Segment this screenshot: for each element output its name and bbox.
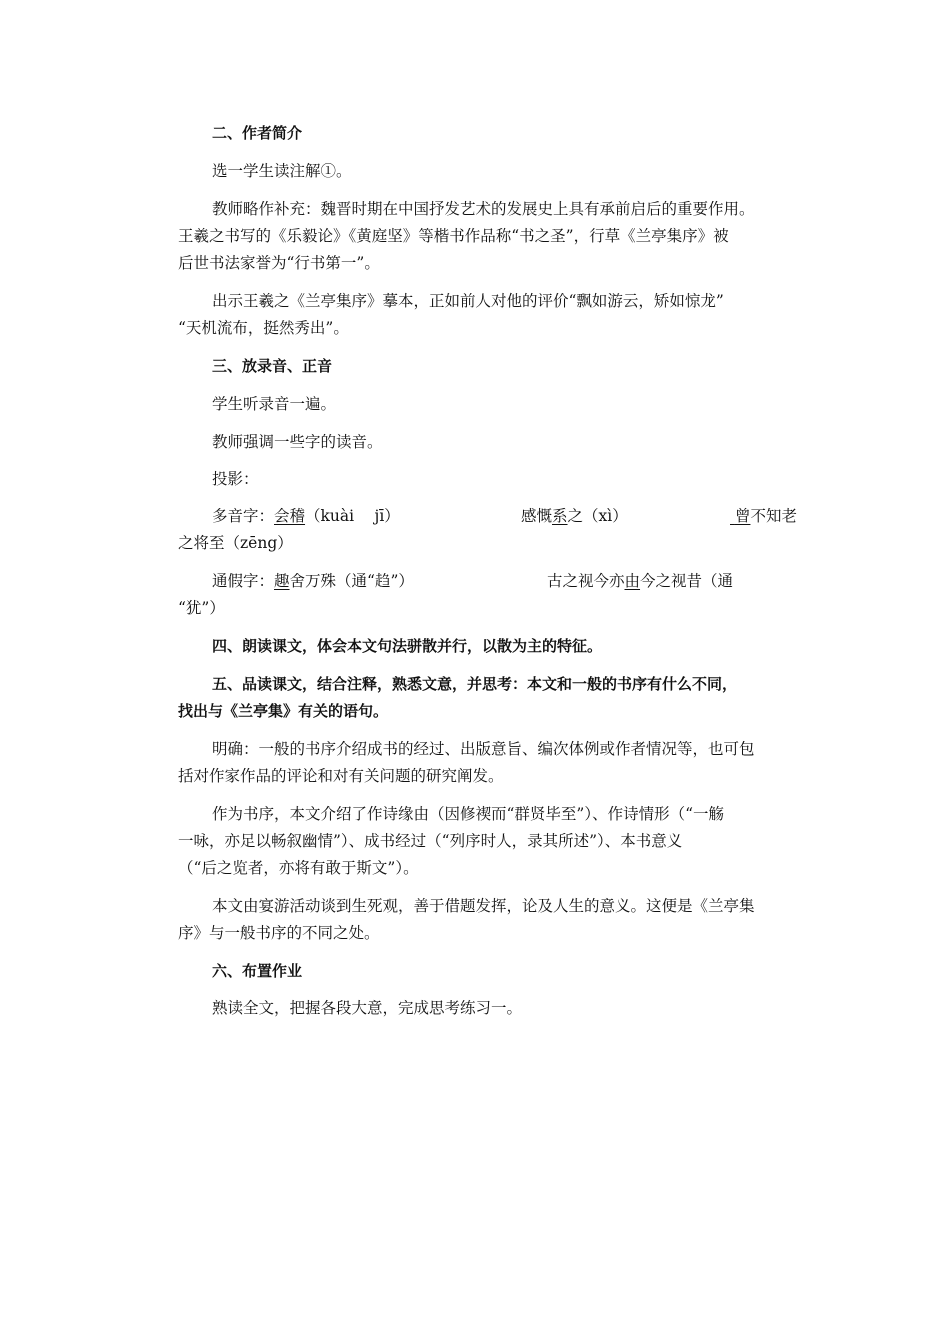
text-fragment: 之（xì） xyxy=(567,507,628,525)
text-fragment: 曾 xyxy=(734,507,751,525)
paragraph-line: 本文由宴游活动谈到生死观，善于借题发挥，论及人生的意义。这便是《兰亭集 xyxy=(212,897,755,915)
paragraph: 教师强调一些字的读音。 xyxy=(212,433,383,451)
text-fragment: 不知老 xyxy=(750,507,797,525)
tongjia-item-1 xyxy=(212,571,414,591)
polyphone-item-1 xyxy=(212,506,400,526)
pinyin: （kuài jī） xyxy=(305,507,400,525)
polyphone-item-3 xyxy=(730,506,797,526)
paragraph-line: （“后之览者，亦将有敢于斯文”）。 xyxy=(178,859,419,877)
paragraph-line: 出示王羲之《兰亭集序》摹本，正如前人对他的评价“飘如游云，矫如惊龙” xyxy=(212,292,724,310)
paragraph: 学生听录音一遍。 xyxy=(212,395,337,413)
tongjia-label: 通假字： xyxy=(212,572,275,590)
section-heading-pronunciation: 三、放录音、正音 xyxy=(212,357,333,375)
paragraph-line: 一咏，亦足以畅叙幽情”）、成书经过（“列序时人，录其所述”）、本书意义 xyxy=(178,832,683,850)
section-heading-homework: 六、布置作业 xyxy=(212,962,303,980)
text-fragment: 今之视昔（通 xyxy=(640,572,734,590)
paragraph-line: 作为书序，本文介绍了作诗缘由（因修禊而“群贤毕至”）、作诗情形（“一觞 xyxy=(212,805,725,823)
section-heading-analysis-cont: 找出与《兰亭集》有关的语句。 xyxy=(178,702,389,720)
paragraph: 选一学生读注解①。 xyxy=(212,162,352,180)
text-fragment: 古之视今亦 xyxy=(547,572,625,590)
paragraph-line: 王羲之书写的《乐毅论》《黄庭坚》等楷书作品称“书之圣”，行草《兰亭集序》被 xyxy=(178,227,729,245)
polyphone-item-2 xyxy=(521,506,628,526)
polyphone-label: 多音字： xyxy=(212,507,275,525)
paragraph-line: “犹”） xyxy=(178,599,225,617)
tongjia-item-2 xyxy=(547,571,733,591)
underlined-word xyxy=(730,507,750,525)
underlined-word: 系 xyxy=(552,507,568,525)
paragraph: 熟读全文，把握各段大意，完成思考练习一。 xyxy=(212,999,523,1017)
underlined-word: 趣 xyxy=(274,572,290,590)
underlined-word: 会稽 xyxy=(274,507,306,525)
paragraph-line: 后世书法家誉为“行书第一”。 xyxy=(178,254,380,272)
underlined-word: 由 xyxy=(624,572,641,590)
text-fragment: 舍万殊（通“趋”） xyxy=(289,572,414,590)
section-heading-analysis: 五、品读课文，结合注释，熟悉文意，并思考：本文和一般的书序有什么不同， xyxy=(212,675,738,693)
paragraph-line: 之将至（zēng） xyxy=(178,534,293,552)
paragraph-line: 括对作家作品的评论和对有关问题的研究阐发。 xyxy=(178,767,504,785)
paragraph-line: “天机流布，挺然秀出”。 xyxy=(178,319,349,337)
text-fragment: 感慨 xyxy=(521,507,553,525)
paragraph-line: 教师略作补充：魏晋时期在中国抒发艺术的发展史上具有承前启后的重要作用。 xyxy=(212,200,755,218)
paragraph-line: 序》与一般书序的不同之处。 xyxy=(178,924,380,942)
section-heading-author: 二、作者简介 xyxy=(212,124,303,142)
paragraph-line: 明确：一般的书序介绍成书的经过、出版意旨、编次体例或作者情况等，也可包 xyxy=(212,740,755,758)
paragraph: 投影： xyxy=(212,470,259,488)
section-heading-reading: 四、朗读课文，体会本文句法骈散并行，以散为主的特征。 xyxy=(212,637,603,655)
